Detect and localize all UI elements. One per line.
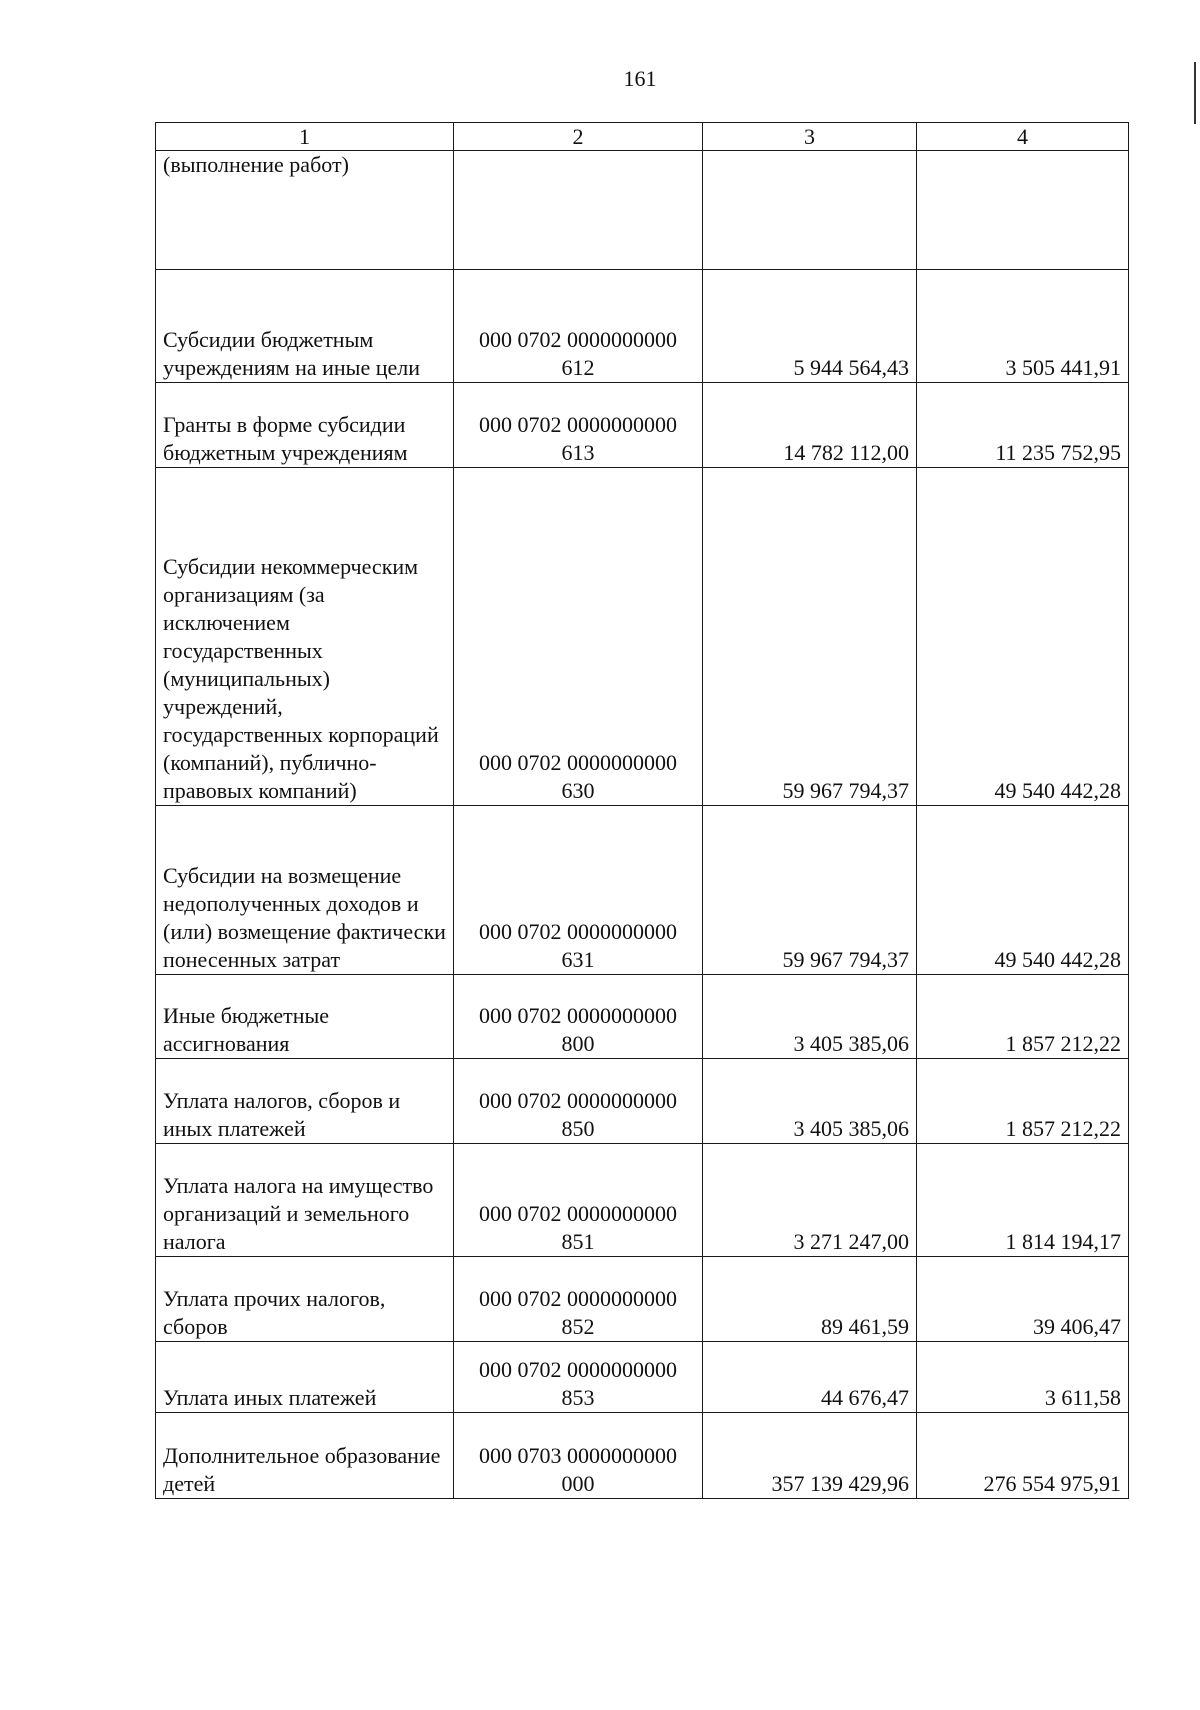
row-name: Иные бюджетные ассигнования (156, 975, 454, 1059)
row-code-main: 000 0702 0000000000 (479, 327, 677, 352)
column-header-4: 4 (917, 123, 1129, 151)
row-code (454, 270, 703, 383)
row-amount-col4: 1 857 212,22 (917, 1059, 1129, 1144)
row-amount-col4: 1 857 212,22 (917, 975, 1129, 1059)
table-row (156, 468, 1129, 806)
row-code-type: 850 (561, 1116, 595, 1141)
row-amount-col4: 276 554 975,91 (917, 1413, 1129, 1499)
row-code (454, 806, 703, 975)
row-amount-col3 (703, 151, 917, 270)
column-header-2: 2 (454, 123, 703, 151)
row-name: Уплата иных платежей (156, 1342, 454, 1413)
row-amount-col4: 3 611,58 (917, 1342, 1129, 1413)
row-amount-col3: 89 461,59 (703, 1257, 917, 1342)
table-row (156, 1059, 1129, 1144)
row-code (454, 1257, 703, 1342)
table-row (156, 806, 1129, 975)
row-name: Субсидии бюджетным учреждениям на иные цели (156, 270, 454, 383)
row-code (454, 1059, 703, 1144)
row-code (454, 1413, 703, 1499)
row-code-main: 000 0702 0000000000 (479, 412, 677, 437)
row-code-main: 000 0703 0000000000 (479, 1443, 677, 1468)
table-row (156, 1413, 1129, 1499)
row-code-main: 000 0702 0000000000 (479, 1286, 677, 1311)
row-amount-col3: 59 967 794,37 (703, 468, 917, 806)
row-code-type: 000 (561, 1471, 595, 1496)
row-code (454, 468, 703, 806)
row-amount-col4: 1 814 194,17 (917, 1144, 1129, 1257)
page-number: 161 (623, 66, 657, 91)
scan-edge-line (1194, 62, 1196, 124)
row-amount-col3: 357 139 429,96 (703, 1413, 917, 1499)
table-row (156, 1144, 1129, 1257)
row-name: Гранты в форме субсидии бюджетным учреждениям (156, 383, 454, 468)
row-name: Дополнительное образование детей (156, 1413, 454, 1499)
row-code-main: 000 0702 0000000000 (479, 1003, 677, 1028)
row-amount-col3: 59 967 794,37 (703, 806, 917, 975)
row-code-type: 612 (561, 355, 595, 380)
row-amount-col4: 11 235 752,95 (917, 383, 1129, 468)
table-row (156, 1342, 1129, 1413)
row-amount-col4: 49 540 442,28 (917, 468, 1129, 806)
row-amount-col4 (917, 151, 1129, 270)
row-code-type: 851 (561, 1229, 595, 1254)
row-code (454, 151, 703, 270)
row-code (454, 383, 703, 468)
row-code (454, 1144, 703, 1257)
row-name: Субсидии некоммерческим организациям (за исключением государственных (муниципальных) учреждений, государственных корпораций (компаний), публично-правовых компаний) (156, 468, 454, 806)
row-code-main: 000 0702 0000000000 (479, 1357, 677, 1382)
row-code-main: 000 0702 0000000000 (479, 1201, 677, 1226)
row-amount-col3: 44 676,47 (703, 1342, 917, 1413)
column-header-3: 3 (703, 123, 917, 151)
row-amount-col3: 3 271 247,00 (703, 1144, 917, 1257)
row-code-main: 000 0702 0000000000 (479, 750, 677, 775)
row-name: Субсидии на возмещение недополученных доходов и (или) возмещение фактически понесенных затрат (156, 806, 454, 975)
row-name: Уплата налогов, сборов и иных платежей (156, 1059, 454, 1144)
row-code-main: 000 0702 0000000000 (479, 1088, 677, 1113)
row-amount-col4: 49 540 442,28 (917, 806, 1129, 975)
row-amount-col3: 3 405 385,06 (703, 975, 917, 1059)
table-header-row (156, 123, 1129, 151)
row-name: (выполнение работ) (156, 151, 454, 270)
table-row (156, 1257, 1129, 1342)
row-amount-col3: 5 944 564,43 (703, 270, 917, 383)
row-code (454, 1342, 703, 1413)
row-code-type: 630 (561, 778, 595, 803)
row-code-main: 000 0702 0000000000 (479, 919, 677, 944)
table-row (156, 151, 1129, 270)
table-row (156, 975, 1129, 1059)
row-code-type: 853 (561, 1385, 595, 1410)
row-amount-col4: 3 505 441,91 (917, 270, 1129, 383)
row-code-type: 852 (561, 1314, 595, 1339)
table-row (156, 383, 1129, 468)
row-name: Уплата прочих налогов, сборов (156, 1257, 454, 1342)
row-amount-col3: 3 405 385,06 (703, 1059, 917, 1144)
row-name: Уплата налога на имущество организаций и земельного налога (156, 1144, 454, 1257)
row-code-type: 631 (561, 947, 595, 972)
table-row (156, 270, 1129, 383)
column-header-1: 1 (156, 123, 454, 151)
row-amount-col3: 14 782 112,00 (703, 383, 917, 468)
row-amount-col4: 39 406,47 (917, 1257, 1129, 1342)
row-code-type: 800 (561, 1031, 595, 1056)
row-code (454, 975, 703, 1059)
row-code-type: 613 (561, 440, 595, 465)
budget-table (155, 122, 1129, 1499)
